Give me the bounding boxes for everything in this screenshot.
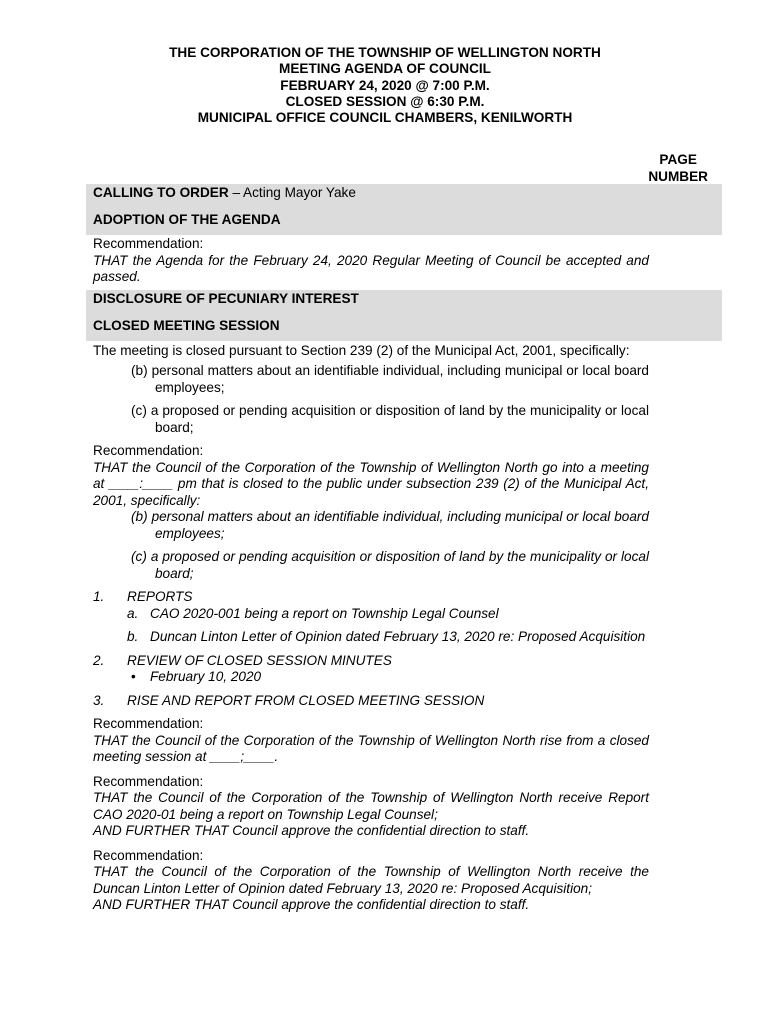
- header-line-agenda: MEETING AGENDA OF COUNCIL: [279, 61, 491, 77]
- item-reports-a: a. CAO 2020-001 being a report on Township Legal Counsel: [127, 605, 499, 621]
- closed-session-recommendation: [86, 436, 649, 582]
- rise-recommendation-3: [86, 840, 649, 914]
- item-rise-and-report: 3. RISE AND REPORT FROM CLOSED MEETING SESSION: [93, 692, 485, 708]
- recommendation-text: THAT the Council of the Corporation of the Township of Wellington North rise from a closed meeting session at ____;____.: [93, 732, 649, 764]
- document-header: [0, 45, 770, 126]
- recommendation-text: THAT the Council of the Corporation of the Township of Wellington North receive the Duncan Linton Letter of Opinion dated February 13, 2020 re: Proposed Acquisition;: [93, 864, 649, 896]
- adoption-heading: ADOPTION OF THE AGENDA: [93, 212, 281, 227]
- section-calling-adoption: [86, 184, 722, 235]
- closed-session-intro: The meeting is closed pursuant to Section 239 (2) of the Municipal Act, 2001, specifically:: [93, 342, 630, 358]
- closed-session-items: [86, 359, 649, 436]
- item-reports-b: b. Duncan Linton Letter of Opinion dated February 13, 2020 re: Proposed Acquisition: [127, 629, 646, 644]
- closed-session-agenda-items: [86, 582, 649, 709]
- item-review-minutes-date: • February 10, 2020: [131, 669, 262, 684]
- section-disclosure-closed: [86, 290, 722, 341]
- recommendation-label: Recommendation:: [93, 773, 204, 789]
- page-number-column-label: PAGE NUMBER: [648, 152, 708, 184]
- closed-session-heading: CLOSED MEETING SESSION: [93, 317, 280, 333]
- rise-recommendation-2: [86, 766, 649, 840]
- recommendation-text-further: AND FURTHER THAT Council approve the confidential direction to staff.: [93, 823, 530, 838]
- agenda-body: [86, 184, 722, 914]
- rise-recommendation-1: [86, 709, 649, 766]
- rec-item-c: (c) a proposed or pending acquisition or disposition of land by the municipality or local board;: [131, 549, 649, 581]
- closed-item-c: (c) a proposed or pending acquisition or disposition of land by the municipality or local board;: [131, 403, 649, 435]
- item-reports: 1. REPORTS: [93, 589, 193, 604]
- header-line-closed-session: CLOSED SESSION @ 6:30 P.M.: [285, 93, 485, 109]
- header-line-location: MUNICIPAL OFFICE COUNCIL CHAMBERS, KENILWORTH: [197, 110, 573, 126]
- calling-to-order-heading: CALLING TO ORDER – Acting Mayor Yake: [93, 185, 356, 200]
- recommendation-label: Recommendation:: [93, 236, 204, 251]
- recommendation-text-further: AND FURTHER THAT Council approve the confidential direction to staff.: [93, 897, 530, 912]
- recommendation-text: THAT the Council of the Corporation of the Township of Wellington North go into a meeting at ____:____ pm that is closed to the public under subsection 239 (2) of the Municipal Act, 2001, specifically:: [93, 459, 649, 508]
- disclosure-heading: DISCLOSURE OF PECUNIARY INTEREST: [93, 290, 359, 306]
- rec-item-b: (b) personal matters about an identifiable individual, including municipal or local board employees;: [131, 509, 649, 541]
- recommendation-label: Recommendation:: [93, 847, 204, 863]
- recommendation-text: THAT the Council of the Corporation of the Township of Wellington North receive Report CAO 2020-01 being a report on Township Legal Counsel;: [93, 790, 649, 822]
- recommendation-label: Recommendation:: [93, 443, 204, 458]
- header-line-date: FEBRUARY 24, 2020 @ 7:00 P.M.: [280, 77, 490, 93]
- closed-item-b: (b) personal matters about an identifiable individual, including municipal or local board employees;: [131, 363, 649, 395]
- recommendation-text: THAT the Agenda for the February 24, 2020 Regular Meeting of Council be accepted and passed.: [93, 252, 649, 284]
- adoption-recommendation: [86, 235, 649, 290]
- header-line-township: THE CORPORATION OF THE TOWNSHIP OF WELLINGTON NORTH: [169, 45, 601, 60]
- recommendation-label: Recommendation:: [93, 716, 204, 731]
- item-review-minutes: 2. REVIEW OF CLOSED SESSION MINUTES: [93, 652, 392, 668]
